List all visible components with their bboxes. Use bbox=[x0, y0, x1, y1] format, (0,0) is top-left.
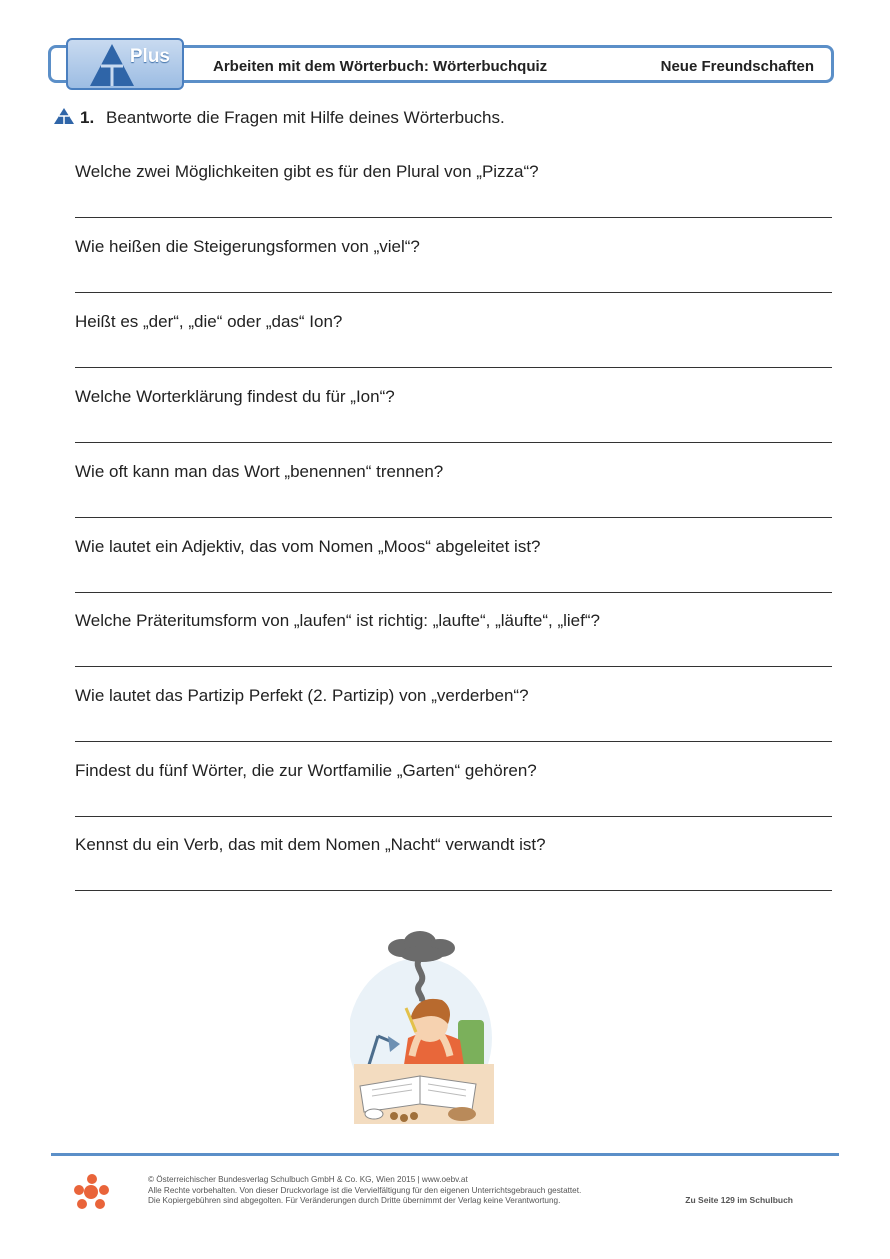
answer-line-8[interactable] bbox=[75, 741, 832, 742]
answer-line-3[interactable] bbox=[75, 367, 832, 368]
copyright-line-3: Die Kopiergebühren sind abgegolten. Für Veränderungen durch Dritte übernimmt der Verlag keine Verantwortung. bbox=[148, 1196, 561, 1205]
question-2: Wie heißen die Steigerungsformen von „viel“? bbox=[75, 237, 420, 256]
question-1: Welche zwei Möglichkeiten gibt es für den Plural von „Pizza“? bbox=[75, 162, 539, 181]
worksheet-title: Arbeiten mit dem Wörterbuch: Wörterbuchquiz bbox=[213, 58, 548, 75]
copyright-notice bbox=[148, 1175, 581, 1207]
unit-title: Neue Freundschaften bbox=[660, 58, 814, 75]
question-10: Kennst du ein Verb, das mit dem Nomen „Nacht“ verwandt ist? bbox=[75, 835, 546, 854]
answer-line-6[interactable] bbox=[75, 592, 832, 593]
answer-line-5[interactable] bbox=[75, 517, 832, 518]
answer-line-10[interactable] bbox=[75, 890, 832, 891]
answer-line-9[interactable] bbox=[75, 816, 832, 817]
question-5: Wie oft kann man das Wort „benennen“ trennen? bbox=[75, 462, 444, 481]
student-illustration bbox=[350, 928, 498, 1128]
logo-text: Plus bbox=[129, 46, 170, 67]
question-8: Wie lautet das Partizip Perfekt (2. Partizip) von „verderben“? bbox=[75, 686, 529, 705]
publisher-logo-icon bbox=[72, 1172, 110, 1210]
question-6: Wie lautet ein Adjektiv, das vom Nomen „Moos“ abgeleitet ist? bbox=[75, 537, 541, 556]
answer-line-2[interactable] bbox=[75, 292, 832, 293]
task-instruction: Beantworte die Fragen mit Hilfe deines Wörterbuchs. bbox=[106, 108, 505, 127]
copyright-line-2: Alle Rechte vorbehalten. Von dieser Druckvorlage ist die Vervielfältigung für den eigenen Unterrichtsgebrauch gestattet. bbox=[148, 1185, 582, 1195]
question-3: Heißt es „der“, „die“ oder „das“ Ion? bbox=[75, 312, 343, 331]
copyright-line-1: © Österreichischer Bundesverlag Schulbuch GmbH & Co. KG, Wien 2015 | www.oebv.at bbox=[148, 1175, 468, 1184]
answer-line-4[interactable] bbox=[75, 442, 832, 443]
question-4: Welche Worterklärung findest du für „Ion“? bbox=[75, 387, 395, 406]
answer-line-1[interactable] bbox=[75, 217, 832, 218]
triangle-level-icon bbox=[53, 107, 75, 125]
plus-logo bbox=[66, 38, 184, 90]
question-9: Findest du fünf Wörter, die zur Wortfamilie „Garten“ gehören? bbox=[75, 761, 537, 780]
textbook-reference: Zu Seite 129 im Schulbuch bbox=[685, 1195, 793, 1205]
answer-line-7[interactable] bbox=[75, 666, 832, 667]
footer-rule bbox=[51, 1153, 839, 1156]
question-7: Welche Präteritumsform von „laufen“ ist richtig: „laufte“, „läufte“, „lief“? bbox=[75, 611, 600, 630]
task-number: 1. bbox=[80, 108, 95, 127]
